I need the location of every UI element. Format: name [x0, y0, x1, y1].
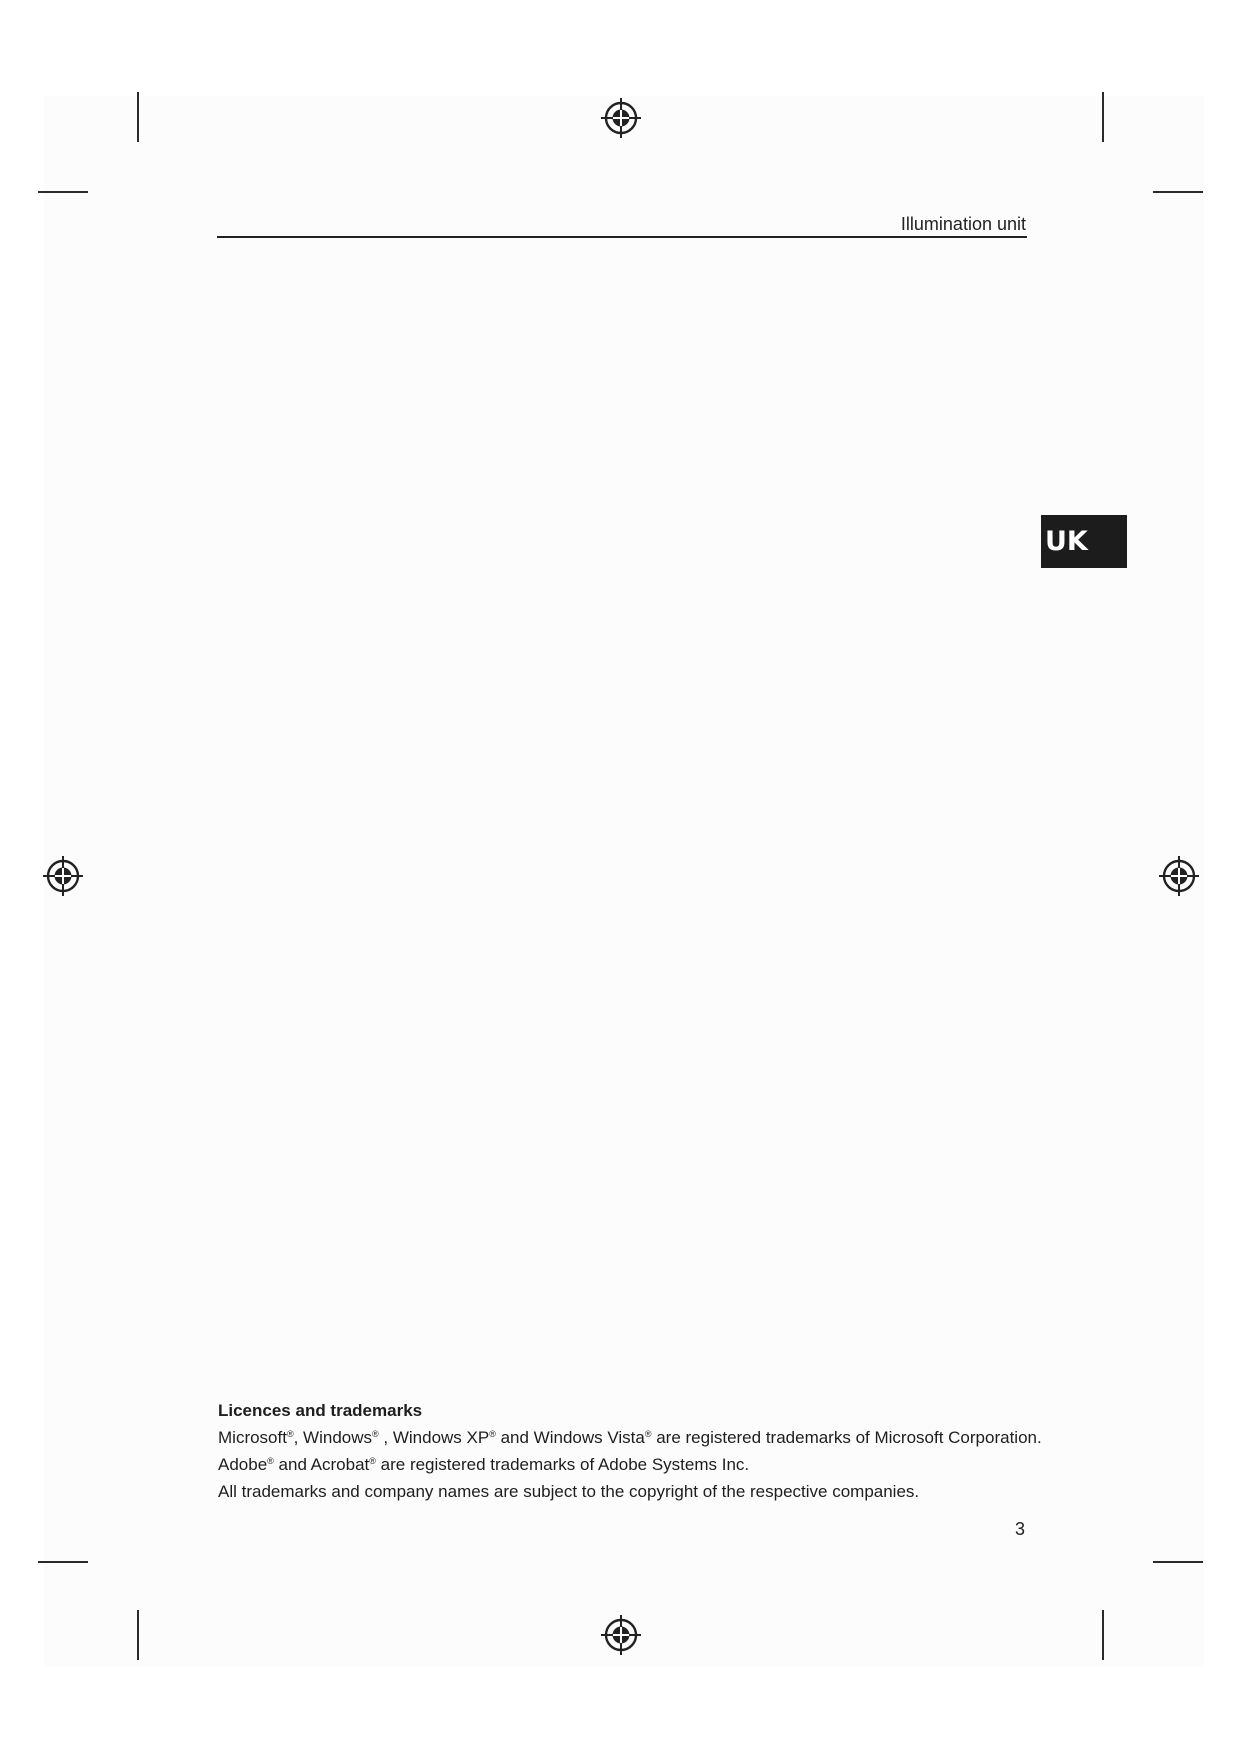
registered-mark: ® — [286, 1429, 294, 1439]
trademark-adobe: Adobe — [218, 1455, 268, 1474]
registered-mark: ® — [489, 1429, 496, 1439]
trademark-windows-vista: and Windows Vista — [495, 1428, 645, 1447]
crop-mark-right-upper — [1153, 191, 1203, 193]
licences-line-microsoft — [218, 1424, 1042, 1451]
running-header-title: Illumination unit — [900, 214, 1026, 234]
trademark-windows: , Windows — [293, 1428, 373, 1447]
crop-mark-top-right — [1102, 92, 1104, 142]
licences-line-copyright: All trademarks and company names are subject to the copyright of the respective companies. — [218, 1482, 920, 1501]
trademark-windows-xp: , Windows XP — [378, 1428, 490, 1447]
registration-mark-icon — [599, 96, 643, 140]
licences-heading: Licences and trademarks — [218, 1401, 423, 1420]
header-rule — [217, 236, 1027, 238]
licences-line-microsoft-tail: are registered trademarks of Microsoft Corporation. — [651, 1428, 1042, 1447]
licences-line-adobe-tail: are registered trademarks of Adobe Systems Inc. — [375, 1455, 750, 1474]
page-number: 3 — [1014, 1519, 1025, 1539]
crop-mark-left-lower — [38, 1561, 88, 1563]
crop-mark-top-left — [137, 92, 139, 142]
licences-section — [218, 1397, 1042, 1505]
registered-mark: ® — [267, 1456, 274, 1466]
registration-mark-icon — [41, 854, 85, 898]
registration-mark-icon — [599, 1613, 643, 1657]
licences-line-adobe — [218, 1451, 1038, 1478]
language-tab: UK — [1041, 515, 1127, 568]
trademark-acrobat: and Acrobat — [273, 1455, 370, 1474]
registered-mark: ® — [369, 1456, 376, 1466]
registered-mark: ® — [644, 1429, 652, 1439]
registration-mark-icon — [1157, 854, 1201, 898]
crop-mark-left-upper — [38, 191, 88, 193]
trademark-microsoft: Microsoft — [218, 1428, 287, 1447]
registered-mark: ® — [372, 1429, 379, 1439]
crop-mark-bottom-right — [1102, 1610, 1104, 1660]
crop-mark-bottom-left — [137, 1610, 139, 1660]
crop-mark-right-lower — [1153, 1561, 1203, 1563]
